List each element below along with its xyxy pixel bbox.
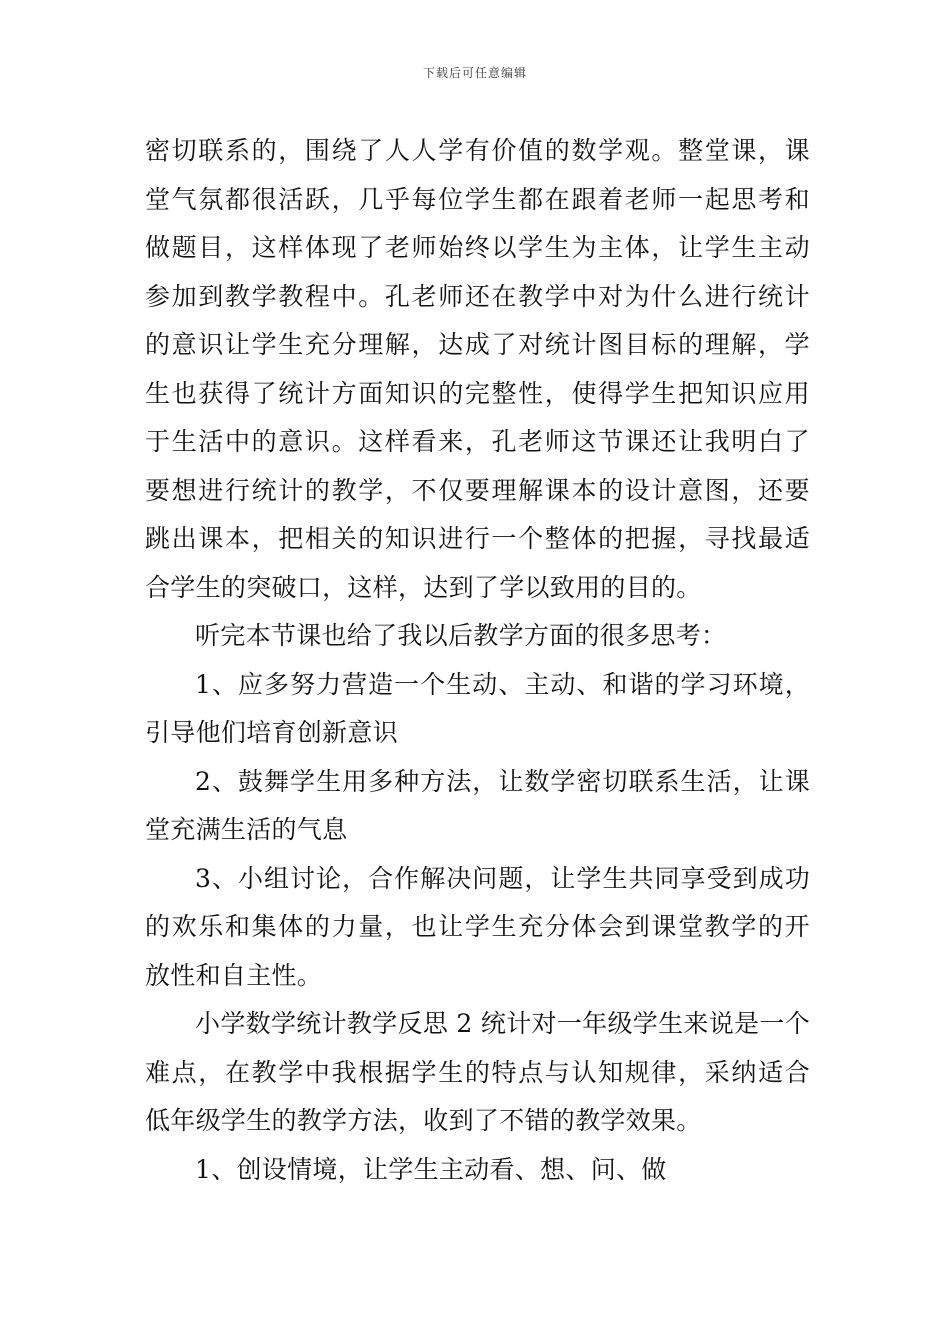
text-line: 要想进行统计的教学，不仅要理解课本的设计意图，还要 [145,475,810,505]
text-line: 密切联系的，围绕了人人学有价值的数学观。整堂课，课 [145,136,810,165]
text-line: 3、小组讨论，合作解决问题，让学生共同享受到成功 [195,863,810,893]
text-line: 的意识让学生充分理解，达成了对统计图目标的理解，学 [145,330,810,359]
text-line: 1、应多努力营造一个生动、主动、和谐的学习环境， [195,669,810,699]
document-body [145,127,810,1194]
text-line: 合学生的突破口，这样，达到了学以致用的目的。 [145,572,702,602]
text-line: 堂充满生活的气息 [145,815,348,844]
text-line: 2、鼓舞学生用多种方法，让数学密切联系生活，让课 [195,766,810,796]
text-line: 低年级学生的教学方法，收到了不错的教学效果。 [145,1106,702,1135]
text-line: 小学数学统计教学反思 2 统计对一年级学生来说是一个 [195,1009,810,1038]
text-line: 难点，在教学中我根据学生的特点与认知规律，采纳适合 [145,1057,810,1087]
text-line: 跳出课本，把相关的知识进行一个整体的把握，寻找最适 [145,524,810,553]
text-line: 生也获得了统计方面知识的完整性，使得学生把知识应用 [145,378,810,408]
text-line: 听完本节课也给了我以后教学方面的很多思考： [195,621,727,650]
text-line: 做题目，这样体现了老师始终以学生为主体，让学生主动 [145,233,810,262]
page-header: 下载后可任意编辑 [422,66,527,80]
text-line: 于生活中的意识。这样看来，孔老师这节课还让我明白了 [145,427,810,456]
text-line: 参加到教学教程中。孔老师还在教学中对为什么进行统计 [145,281,810,311]
text-line: 放性和自主性。 [145,960,323,990]
text-line: 引导他们培育创新意识 [145,718,399,747]
text-line: 1、创设情境，让学生主动看、想、问、做 [195,1154,667,1184]
text-line: 堂气氛都很活跃，几乎每位学生都在跟着老师一起思考和 [145,184,810,214]
text-line: 的欢乐和集体的力量，也让学生充分体会到课堂教学的开 [145,912,810,941]
